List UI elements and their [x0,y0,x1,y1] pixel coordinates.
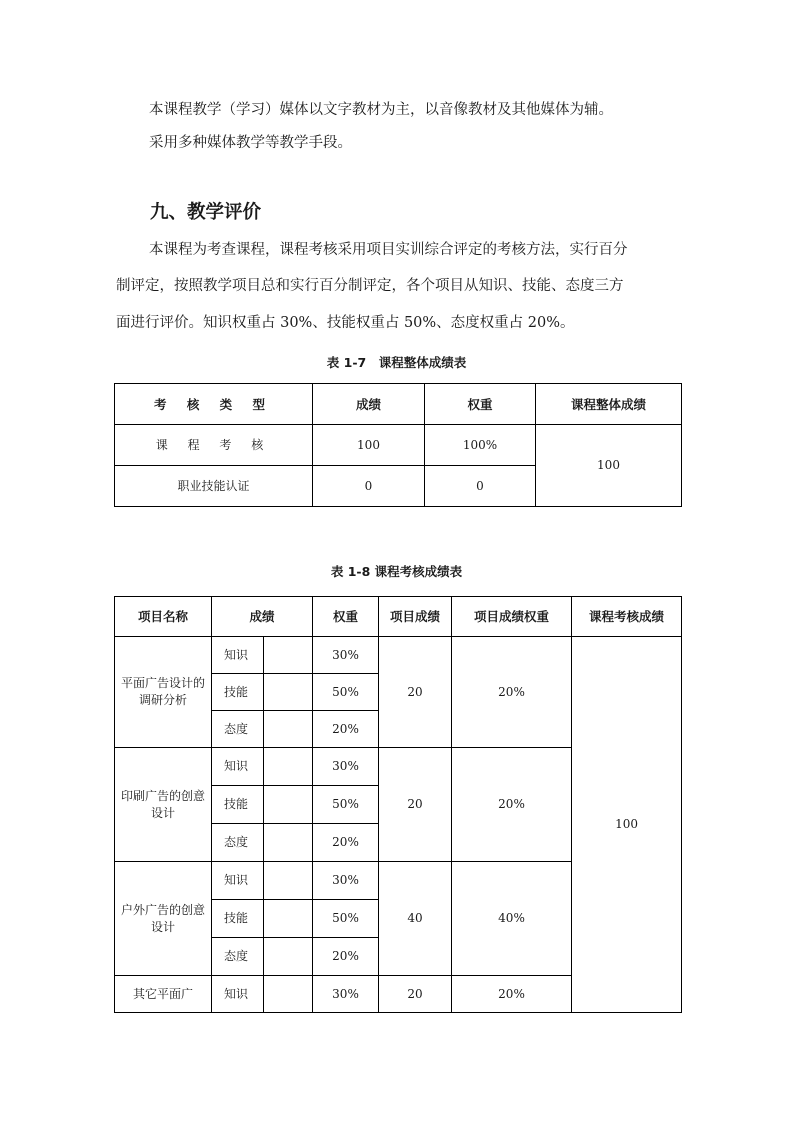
media-paragraph-line-2: 采用多种媒体教学等教学手段。 [149,135,352,151]
evaluation-paragraph-line-2: 制评定，按照教学项目总和实行百分制评定，各个项目从知识、技能、态度三方 [116,278,624,294]
score-value-cell [264,674,313,711]
score-value-cell [264,637,313,674]
weight-cell: 20% [313,711,379,748]
course-assessment-table [114,596,682,1013]
column-header-overall: 课程整体成绩 [536,384,682,425]
weight-cell: 50% [313,786,379,824]
project-score-cell: 20 [379,637,452,748]
weight-cell: 0 [425,466,536,507]
overall-grade-table [114,383,682,507]
dimension-label: 态度 [212,824,264,862]
column-header-weight: 权重 [313,597,379,637]
weight-cell: 30% [313,976,379,1013]
dimension-label: 知识 [212,637,264,674]
project-score-cell: 20 [379,976,452,1013]
project-score-cell: 40 [379,862,452,976]
column-header-project-weight: 项目成绩权重 [452,597,572,637]
course-score-cell: 100 [572,637,682,1013]
score-value-cell [264,824,313,862]
evaluation-paragraph-line-1: 本课程为考查课程，课程考核采用项目实训综合评定的考核方法，实行百分 [149,242,628,258]
project-name-cell: 平面广告设计的调研分析 [115,637,212,748]
column-header-score: 成绩 [313,384,425,425]
score-value-cell [264,786,313,824]
dimension-label: 态度 [212,711,264,748]
table-row [115,637,682,674]
table7-caption: 表 1-7 课程整体成绩表 [326,355,467,370]
table-row [115,425,682,466]
column-header-score: 成绩 [212,597,313,637]
dimension-label: 技能 [212,786,264,824]
weight-cell: 30% [313,748,379,786]
score-value-cell [264,900,313,938]
weight-cell: 50% [313,900,379,938]
column-header-project-score: 项目成绩 [379,597,452,637]
dimension-label: 技能 [212,900,264,938]
table-header-row [115,384,682,425]
dimension-label: 技能 [212,674,264,711]
column-header-course-score: 课程考核成绩 [572,597,682,637]
project-weight-cell: 20% [452,637,572,748]
evaluation-paragraph-line-3: 面进行评价。知识权重占 30%、技能权重占 50%、态度权重占 20%。 [116,315,575,331]
assessment-type-cell: 职业技能认证 [115,466,313,507]
column-header-project-name: 项目名称 [115,597,212,637]
project-score-cell: 20 [379,748,452,862]
dimension-label: 态度 [212,938,264,976]
project-weight-cell: 40% [452,862,572,976]
media-paragraph-line-1: 本课程教学（学习）媒体以文字教材为主，以音像教材及其他媒体为辅。 [149,102,613,118]
score-value-cell [264,862,313,900]
project-name-cell: 印刷广告的创意设计 [115,748,212,862]
dimension-label: 知识 [212,976,264,1013]
score-value-cell [264,938,313,976]
table8-caption: 表 1-8 课程考核成绩表 [330,564,463,579]
weight-cell: 30% [313,862,379,900]
weight-cell: 50% [313,674,379,711]
dimension-label: 知识 [212,862,264,900]
weight-cell: 20% [313,938,379,976]
column-header-weight: 权重 [425,384,536,425]
score-value-cell [264,748,313,786]
score-cell: 100 [313,425,425,466]
overall-score-cell: 100 [536,425,682,507]
column-header-type: 考 核 类 型 [115,384,313,425]
project-name-cell: 其它平面广 [115,976,212,1013]
weight-cell: 100% [425,425,536,466]
score-value-cell [264,711,313,748]
project-name-cell: 户外广告的创意设计 [115,862,212,976]
section-heading: 九、教学评价 [150,202,262,223]
table-header-row [115,597,682,637]
weight-cell: 20% [313,824,379,862]
score-cell: 0 [313,466,425,507]
weight-cell: 30% [313,637,379,674]
dimension-label: 知识 [212,748,264,786]
project-weight-cell: 20% [452,976,572,1013]
assessment-type-cell: 课 程 考 核 [115,425,313,466]
score-value-cell [264,976,313,1013]
project-weight-cell: 20% [452,748,572,862]
